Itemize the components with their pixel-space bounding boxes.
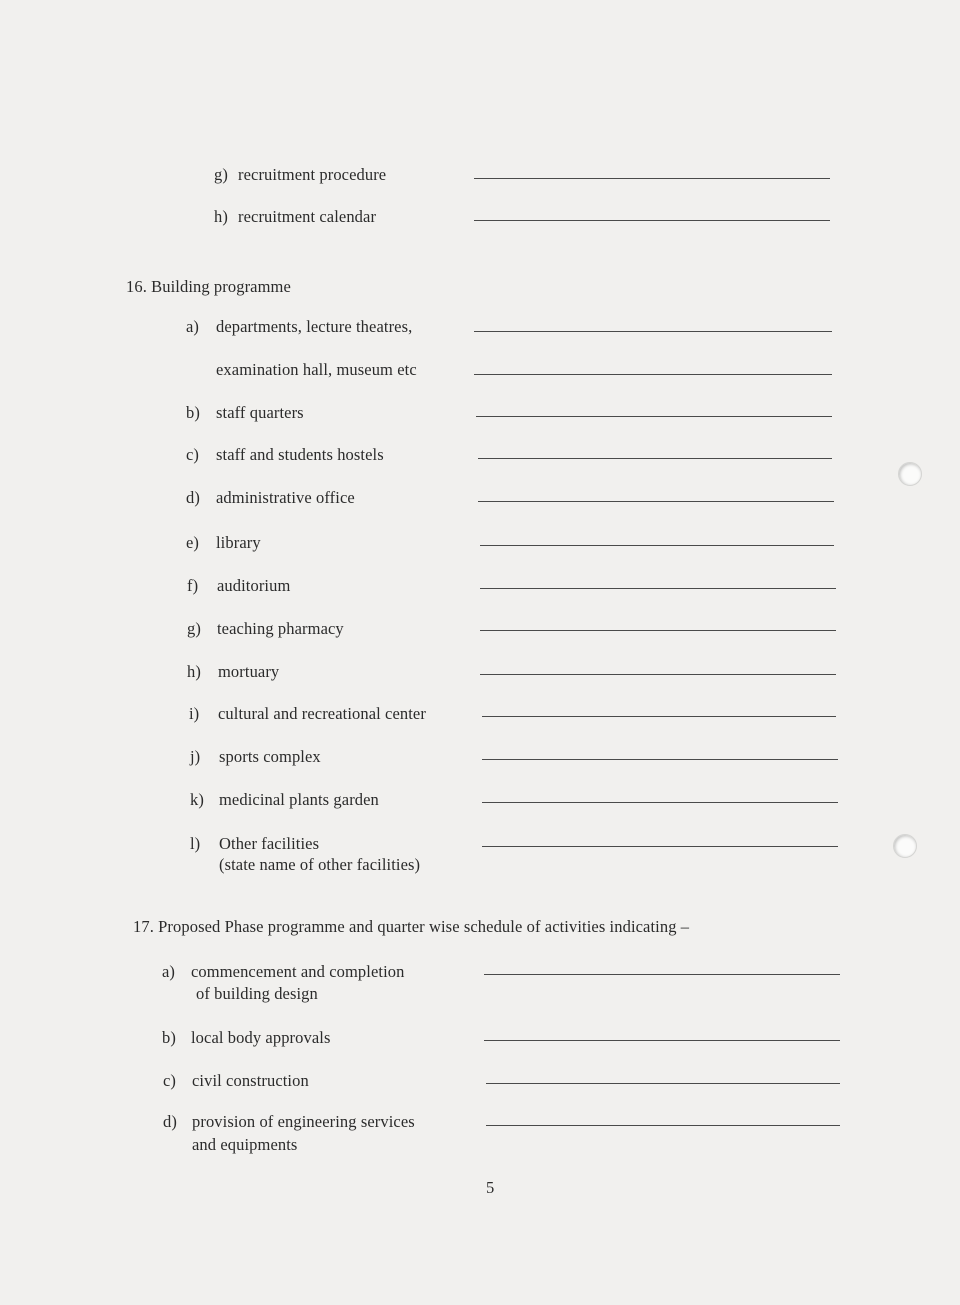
item-16-j: j) sports complex xyxy=(190,747,321,766)
item-17-d: d) provision of engineering services xyxy=(163,1112,415,1131)
answer-blank[interactable] xyxy=(474,331,832,332)
item-15-g: g) recruitment procedure xyxy=(214,165,387,184)
answer-blank[interactable] xyxy=(484,1040,840,1041)
punch-hole xyxy=(898,462,922,486)
answer-blank[interactable] xyxy=(486,1125,840,1126)
answer-blank[interactable] xyxy=(474,220,830,221)
item-16-i: i) cultural and recreational center xyxy=(189,704,426,723)
item-16-l-line2: (state name of other facilities) xyxy=(219,855,421,874)
answer-blank[interactable] xyxy=(478,458,832,459)
item-17-d-line2: and equipments xyxy=(192,1135,298,1154)
item-17-a: a) commencement and completion xyxy=(162,962,405,981)
item-16-c: c) staff and students hostels xyxy=(186,445,384,464)
item-16-a-line2: examination hall, museum etc xyxy=(216,360,417,379)
answer-blank[interactable] xyxy=(484,974,840,975)
answer-blank[interactable] xyxy=(482,846,838,847)
answer-blank[interactable] xyxy=(480,630,836,631)
answer-blank[interactable] xyxy=(476,416,832,417)
item-16-d: d) administrative office xyxy=(186,488,355,507)
page-number: 5 xyxy=(486,1178,495,1197)
item-16-g: g) teaching pharmacy xyxy=(187,619,344,638)
answer-blank[interactable] xyxy=(478,501,834,502)
item-17-b: b) local body approvals xyxy=(162,1028,331,1047)
section-16-heading: 16. Building programme xyxy=(126,277,291,296)
answer-blank[interactable] xyxy=(482,716,836,717)
answer-blank[interactable] xyxy=(482,759,838,760)
item-16-k: k) medicinal plants garden xyxy=(190,790,379,809)
answer-blank[interactable] xyxy=(480,674,836,675)
item-17-a-line2: of building design xyxy=(196,984,318,1003)
answer-blank[interactable] xyxy=(480,588,836,589)
answer-blank[interactable] xyxy=(486,1083,840,1084)
answer-blank[interactable] xyxy=(482,802,838,803)
item-16-l: l) Other facilities xyxy=(190,834,320,853)
answer-blank[interactable] xyxy=(474,374,832,375)
punch-hole xyxy=(893,834,917,858)
item-16-e: e) library xyxy=(186,533,261,552)
answer-blank[interactable] xyxy=(480,545,834,546)
item-17-c: c) civil construction xyxy=(163,1071,309,1090)
item-16-f: f) auditorium xyxy=(187,576,291,595)
item-16-a: a) departments, lecture theatres, xyxy=(186,317,413,336)
section-17-heading: 17. Proposed Phase programme and quarter wise schedule of activities indicating – xyxy=(133,917,690,936)
answer-blank[interactable] xyxy=(474,178,830,179)
item-16-b: b) staff quarters xyxy=(186,403,304,422)
item-16-h: h) mortuary xyxy=(187,662,280,681)
item-15-h: h) recruitment calendar xyxy=(214,207,377,226)
